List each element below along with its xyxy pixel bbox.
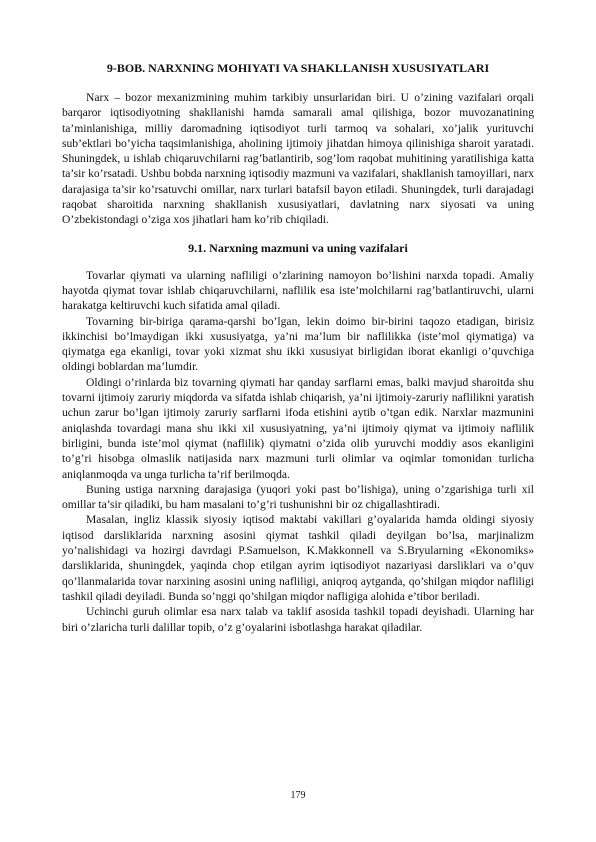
body-paragraph: Tovarlar qiymati va ularning nafliligi o’zlarining namoyon bo’lishini narxda topadi. Amaliy hayotda qiymat tovar ishlab chiqaruvchilarni, naflilik esa iste’molchilarni rag’batlantiruvchi, ularni harakatga keltiruvchi kuch sifatida amal qiladi.: [62, 268, 534, 313]
body-paragraph: Uchinchi guruh olimlar esa narx talab va taklif asosida tashkil topadi deyishadi. Ularning har biri o’zlaricha turli dalillar topib, o’z g’oyalarini isbotlashga harakat qiladilar.: [62, 605, 534, 634]
page-number: 179: [290, 790, 306, 801]
body-paragraph: Oldingi o’rinlarda biz tovarning qiymati har qanday sarflarni emas, balki mavjud sharoitda shu tovarni ijtimoiy zaruriy miqdorda va sifatda ishlab chiqarish, ya’ni ijtimoiy-zaruriy naflilikni yaratish uchun zarur bo’lgan ijtimoiy zaruriy sarflarni ifoda etishini aytib o’tgan edik. Narxlar mazmunini aniqlashda tovardagi mana shu ikki xil xususiyatning, ya’ni ijtimoiy qiymat va ijtimoiy naflilik birligini, bunda iste’mol qiymat (naflilik) qiymatni o’zida olib yuruvchi moddiy asos ekanligini to’g’ri hisobga olmaslik natijasida narx mazmuni turli olimlar va oqimlar tomonidan turlicha aniqlanmoqda va unga turlicha ta’rif berilmoqda.: [62, 375, 534, 481]
intro-paragraph: Narx – bozor mexanizmining muhim tarkibiy unsurlaridan biri. U o’zining vazifalari orqali barqaror iqtisodiyotning shakllanishi hamda samarali amal qilishiga, bozor muvozanatining ta’minlanishiga, milliy daromadning iqtisodiyot turli tarmoq va sohalari, xo’jalik yurituvchi sub’ektlari bo’yicha taqsimlanishiga, aholining ijtimoiy jihatdan himoya qilinishiga sharoit yaratadi. Shuningdek, u ishlab chiqaruvchilarni rag’batlantirib, sog’lom raqobat muhitining yaratilishiga katta ta’sir ko’rsatadi. Ushbu bobda narxning iqtisodiy mazmuni va vazifalari, shakllanish tamoyillari, narx darajasiga ta’sir ko’rsatuvchi omillar, narx turlari batafsil bayon etiladi. Shuningdek, turli darajadagi raqobat sharoitida narxning shakllanish xususiyatlari, davlatning narx siyosati va uning O’zbekistondagi o’ziga xos jihatlari ham ko’rib chiqiladi.: [62, 91, 535, 227]
body-paragraph: Masalan, ingliz klassik siyosiy iqtisod maktabi vakillari g’oyalarida hamda oldingi siyosiy iqtisod darsliklarida narxning asosini qiymat tashkil qiladi deyilgan bo’lsa, marjinalizm yo’nalishidagi va hozirgi davrdagi P.Samuelson, K.Makkonnell va S.Bryularning «Ekonomiks» darsliklarida, shuningdek, yaqinda chop etilgan ayrim iqtisodiyot nazariyasi darsliklari va o’quv qo’llanmalarida tovar narxining asosini uning nafliligi, aniqroq aytganda, qo’shilgan miqdor nafliligi tashkil qiladi deyiladi. Bunda so’nggi qo’shilgan miqdor nafligiga alohida e’tibor beriladi.: [62, 513, 534, 603]
chapter-title: 9-BOB. NARXNING MOHIYATI VA SHAKLLANISH XUSUSIYATLARI: [106, 61, 490, 75]
body-paragraph: Buning ustiga narxning darajasiga (yuqori yoki past bo’lishiga), uning o’zgarishiga turli xil omillar ta’sir qiladiki, bu ham masalani to’g’ri tushunishni bir oz chigallashtiradi.: [62, 482, 534, 512]
section-title: 9.1. Narxning mazmuni va uning vazifalari: [188, 240, 408, 255]
body-paragraph: Tovarning bir-biriga qarama-qarshi bo’lgan, lekin doimo bir-birini taqozo etadigan, birisiz ikkinchisi bo’lmaydigan ikki xususiyatga, ya’ni ma’lum bir naflilikka (iste’mol qiymatiga) va qiymatga ega ekanligi, tovar yoki xizmat shu ikki xususiyat birligidan iborat ekanligi o’quvchiga oldingi boblardan ma’lumdir.: [62, 314, 534, 374]
